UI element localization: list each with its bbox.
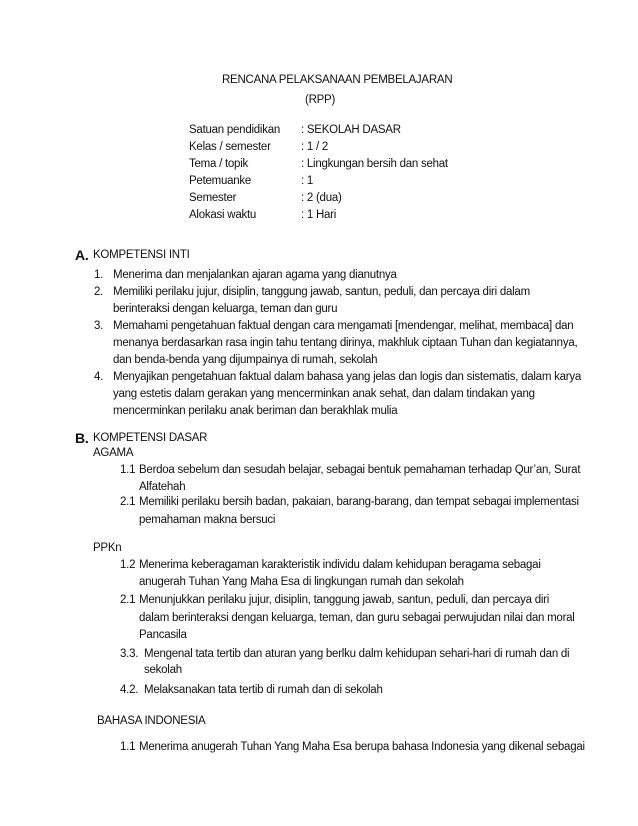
list-item-line: Memiliki perilaku bersih badan, pakaian, barang-barang, dan tempat sebagai implementasi <box>139 496 579 508</box>
list-item-line: berinteraksi dengan keluarga, teman dan guru <box>113 303 338 315</box>
bahasa-heading: BAHASA INDONESIA <box>97 715 206 727</box>
identity-label: Alokasi waktu <box>189 209 257 221</box>
list-number: 1.1 <box>120 464 136 476</box>
list-item-line: sekolah <box>144 664 182 676</box>
list-item-line: Berdoa sebelum dan sesudah belajar, sebagai bentuk pemahaman terhadap Qur’an, Surat <box>139 464 581 476</box>
list-number: 2. <box>94 286 104 298</box>
identity-label: Tema / topik <box>189 158 248 170</box>
document-subtitle: (RPP) <box>305 94 336 106</box>
list-number: 2.1 <box>120 594 136 606</box>
list-item-line: Mengenal tata tertib dan aturan yang berlku dalm kehidupan sehari-hari di rumah dan di <box>144 648 570 660</box>
list-item-line: Melaksanakan tata tertib di rumah dan di sekolah <box>144 684 383 696</box>
section-a-title: KOMPETENSI INTI <box>93 249 190 261</box>
list-item-line: Memiliki perilaku jujur, disiplin, tanggung jawab, santun, peduli, dan percaya diri dalam <box>113 286 530 298</box>
identity-value: : SEKOLAH DASAR <box>301 124 401 136</box>
identity-label: Semester <box>189 192 237 204</box>
identity-value: : Lingkungan bersih dan sehat <box>301 158 448 170</box>
list-item-line: dan benda-benda yang dijumpainya di rumah, sekolah <box>113 354 378 366</box>
agama-heading: AGAMA <box>93 447 134 459</box>
identity-value: : 1 / 2 <box>301 141 329 153</box>
list-item-line: mencerminkan perilaku anak beriman dan berakhlak mulia <box>113 405 398 417</box>
identity-value: : 2 (dua) <box>301 192 342 204</box>
identity-label: Petemuanke <box>189 175 252 187</box>
list-number: 1.1 <box>120 741 136 753</box>
list-number: 1.2 <box>120 559 136 571</box>
list-item-line: Pancasila <box>139 629 187 641</box>
identity-value: : 1 <box>301 175 314 187</box>
list-item-line: Alfatehah <box>139 481 186 493</box>
list-number: 1. <box>94 269 104 281</box>
identity-value: : 1 Hari <box>301 209 337 221</box>
list-item-line: Menyajikan pengetahuan faktual dalam bahasa yang jelas dan logis dan sistematis, dalam karya <box>113 371 581 383</box>
list-item-line: pemahaman makna bersuci <box>139 514 276 526</box>
list-item-line: Menerima dan menjalankan ajaran agama yang dianutnya <box>113 269 397 281</box>
list-item-line: Memahami pengetahuan faktual dengan cara mengamati [mendengar, melihat, membaca] dan <box>113 320 574 332</box>
identity-label: Satuan pendidikan <box>189 124 281 136</box>
list-number: 2.1 <box>120 496 136 508</box>
list-item-line: Menunjukkan perilaku jujur, disiplin, tanggung jawab, santun, peduli, dan percaya diri <box>139 594 550 606</box>
section-b-letter: B. <box>75 430 89 446</box>
list-item-line: dalam berinteraksi dengan keluarga, teman, dan guru sebagai perwujudan nilai dan moral <box>139 612 575 624</box>
list-item-line: Menerima anugerah Tuhan Yang Maha Esa berupa bahasa Indonesia yang dikenal sebagai <box>139 741 585 753</box>
list-number: 4.2. <box>120 684 139 696</box>
list-item-line: yang estetis dalam gerakan yang mencerminkan anak sehat, dan dalam tindakan yang <box>113 388 535 400</box>
list-number: 3.3. <box>120 648 139 660</box>
list-item-line: menanya berdasarkan rasa ingin tahu tentang dirinya, makhluk ciptaan Tuhan dan kegiatannya, <box>113 337 578 349</box>
list-number: 3. <box>94 320 104 332</box>
section-b-title: KOMPETENSI DASAR <box>93 432 208 444</box>
ppkn-heading: PPKn <box>93 542 122 554</box>
list-item-line: anugerah Tuhan Yang Maha Esa di lingkungan rumah dan sekolah <box>139 576 464 588</box>
list-item-line: Menerima keberagaman karakteristik individu dalam kehidupan beragama sebagai <box>139 559 541 571</box>
identity-label: Kelas / semester <box>189 141 271 153</box>
section-a-letter: A. <box>75 247 89 263</box>
document-title: RENCANA PELAKSANAAN PEMBELAJARAN <box>222 74 453 86</box>
list-number: 4. <box>94 371 104 383</box>
